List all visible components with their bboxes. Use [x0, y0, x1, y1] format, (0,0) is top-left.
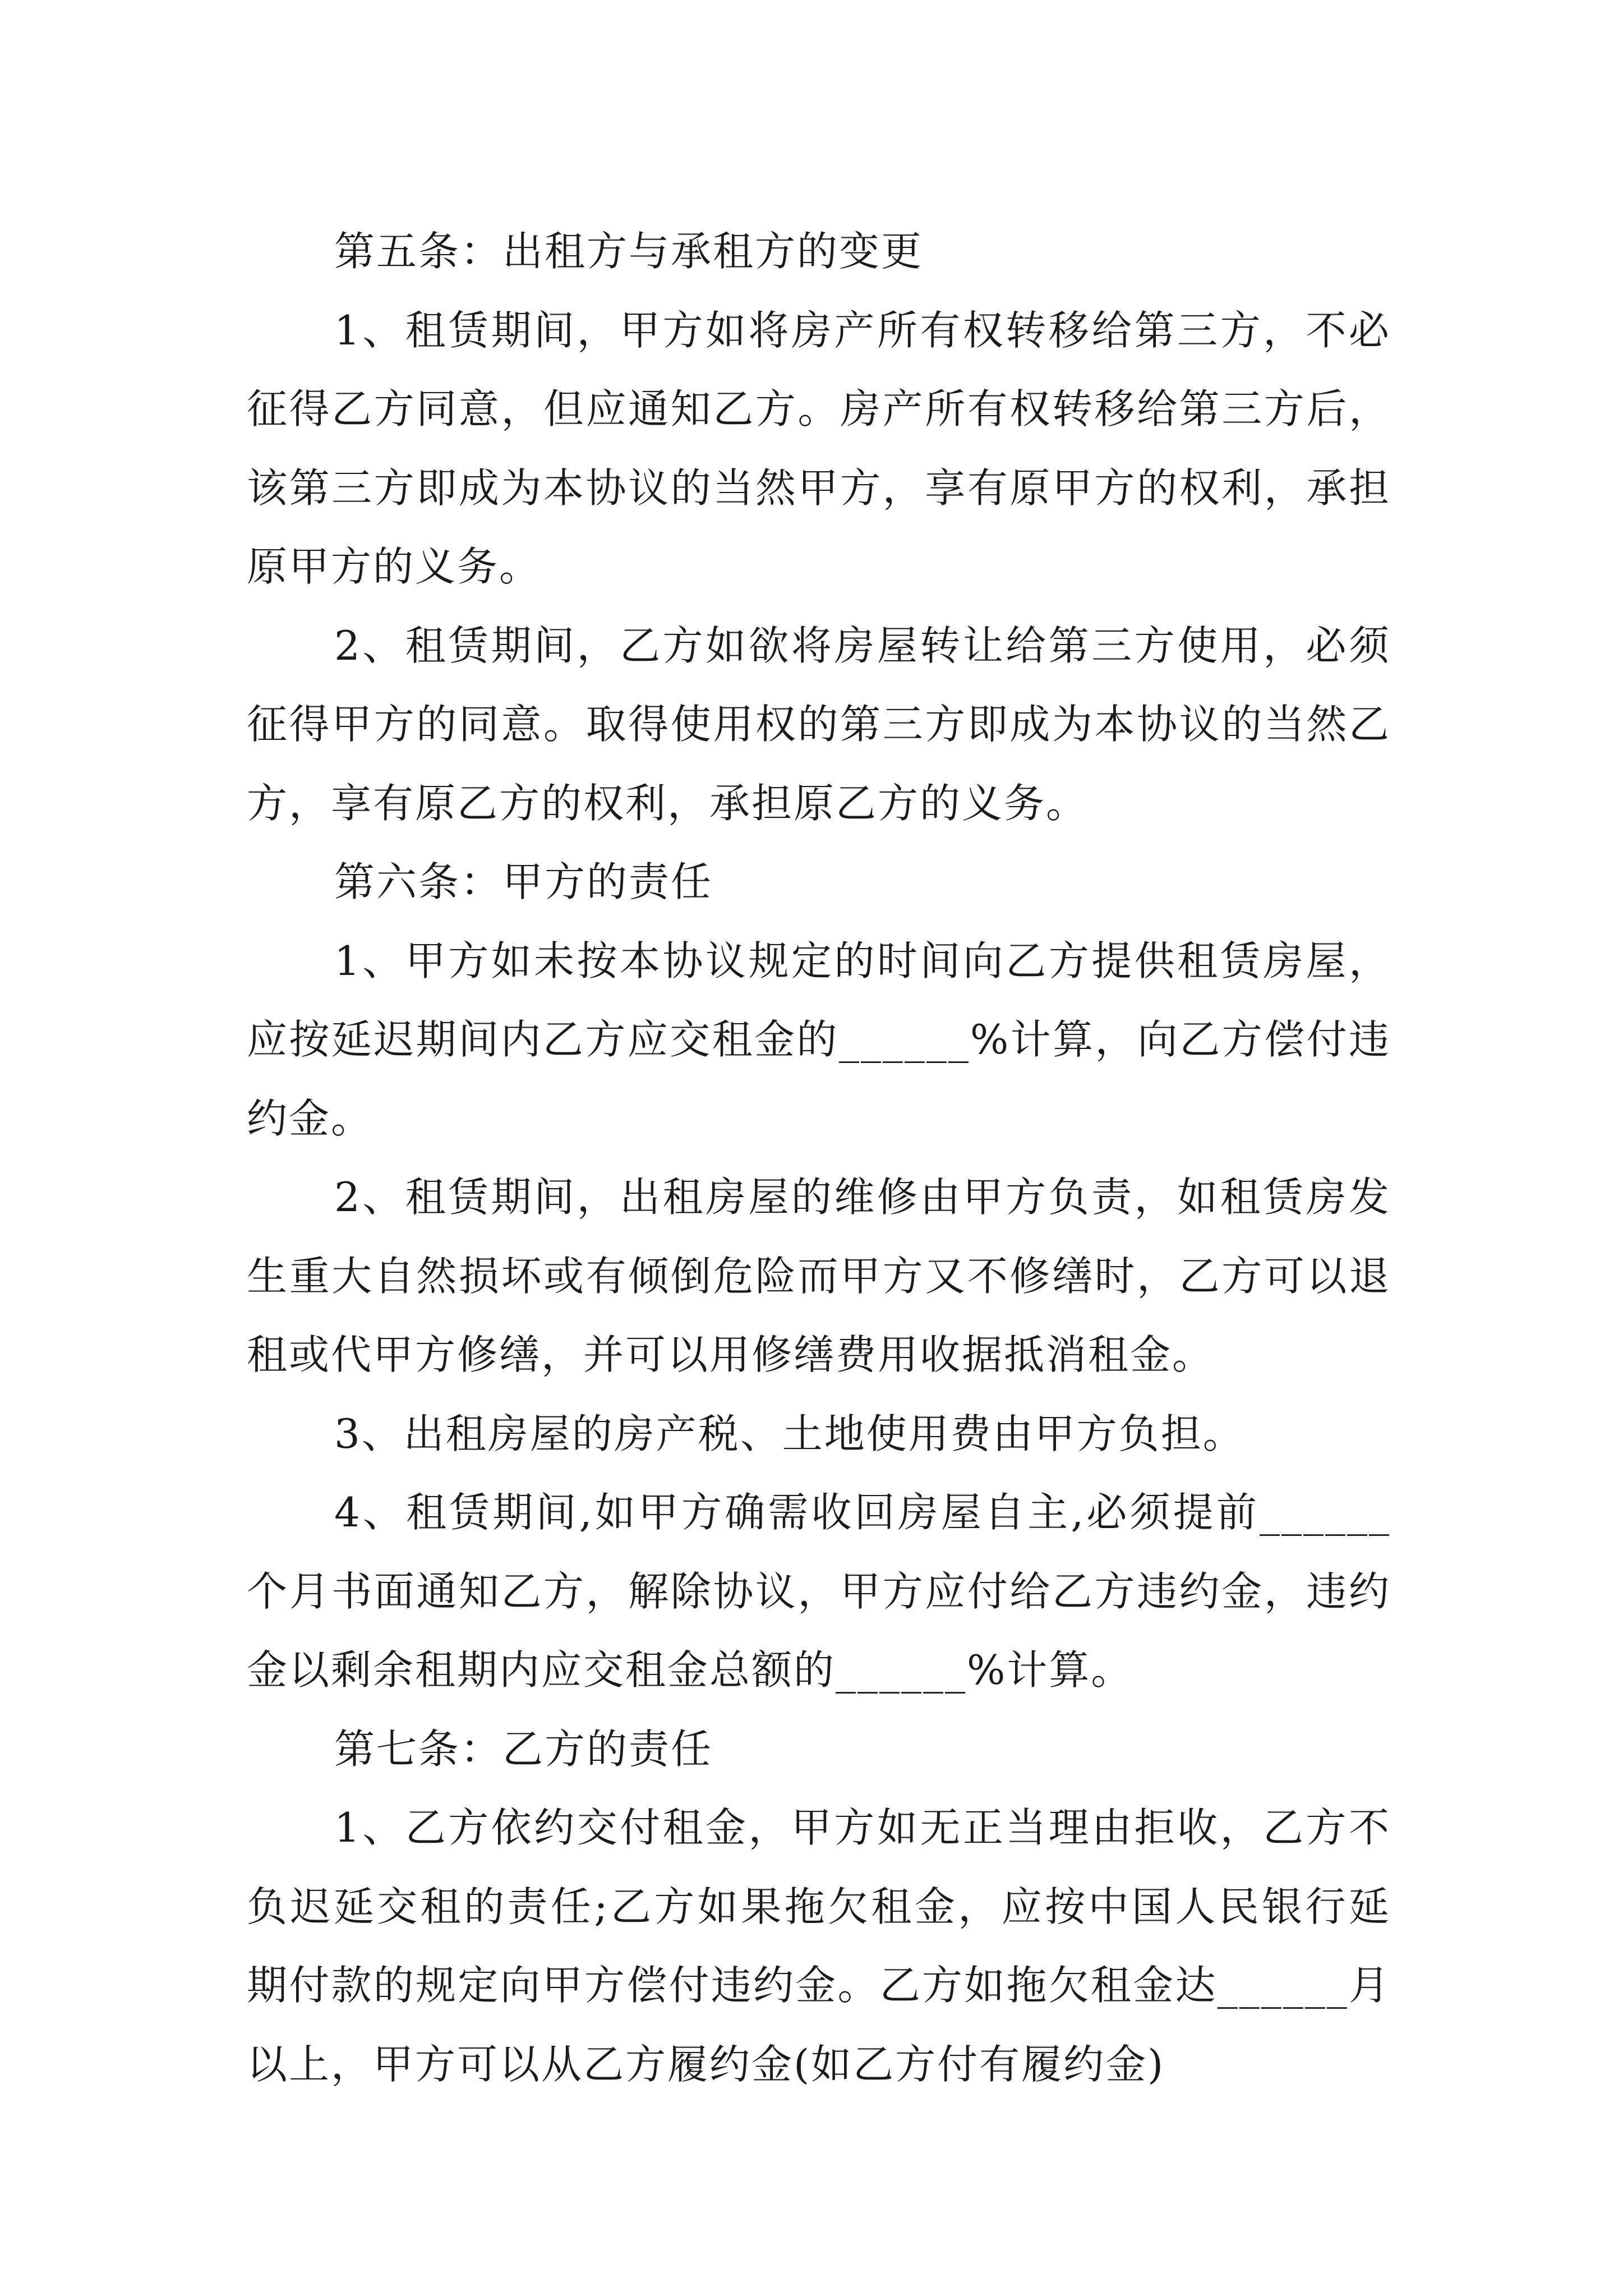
- article-6-heading: 第六条：甲方的责任: [334, 858, 713, 905]
- article-7-heading: 第七条：乙方的责任: [334, 1725, 713, 1773]
- article-6-clause-1: 1、甲方如未按本协议规定的时间向乙方提供租赁房屋，应按延迟期间内乙方应交租金的______%计算，向乙方偿付违约金。: [247, 937, 1391, 1142]
- article-6-clause-2: 2、租赁期间，出租房屋的维修由甲方负责，如租赁房发生重大自然损坏或有倾倒危险而甲方又不修缮时，乙方可以退租或代甲方修缮，并可以用修缮费用收据抵消租金。: [247, 1174, 1391, 1378]
- article-5-clause-1: 1、租赁期间，甲方如将房产所有权转移给第三方，不必征得乙方同意，但应通知乙方。房产所有权转移给第三方后，该第三方即成为本协议的当然甲方，享有原甲方的权利，承担原甲方的义务。: [247, 306, 1391, 590]
- document-body: [247, 212, 1391, 2104]
- article-7-clause-1: 1、乙方依约交付租金，甲方如无正当理由拒收，乙方不负迟延交租的责任;乙方如果拖欠租金，应按中国人民银行延期付款的规定向甲方偿付违约金。乙方如拖欠租金达______月以上，甲方可以从乙方履约金(如乙方付有履约金): [247, 1804, 1391, 2088]
- article-5-clause-2: 2、租赁期间，乙方如欲将房屋转让给第三方使用，必须征得甲方的同意。取得使用权的第三方即成为本协议的当然乙方，享有原乙方的权利，承担原乙方的义务。: [247, 622, 1391, 827]
- article-6-clause-3: 3、出租房屋的房产税、土地使用费由甲方负担。: [334, 1410, 1245, 1457]
- article-5-heading: 第五条：出租方与承租方的变更: [334, 228, 924, 275]
- article-6-clause-4: 4、租赁期间,如甲方确需收回房屋自主,必须提前______个月书面通知乙方，解除协议，甲方应付给乙方违约金，违约金以剩余租期内应交租金总额的______%计算。: [247, 1489, 1391, 1694]
